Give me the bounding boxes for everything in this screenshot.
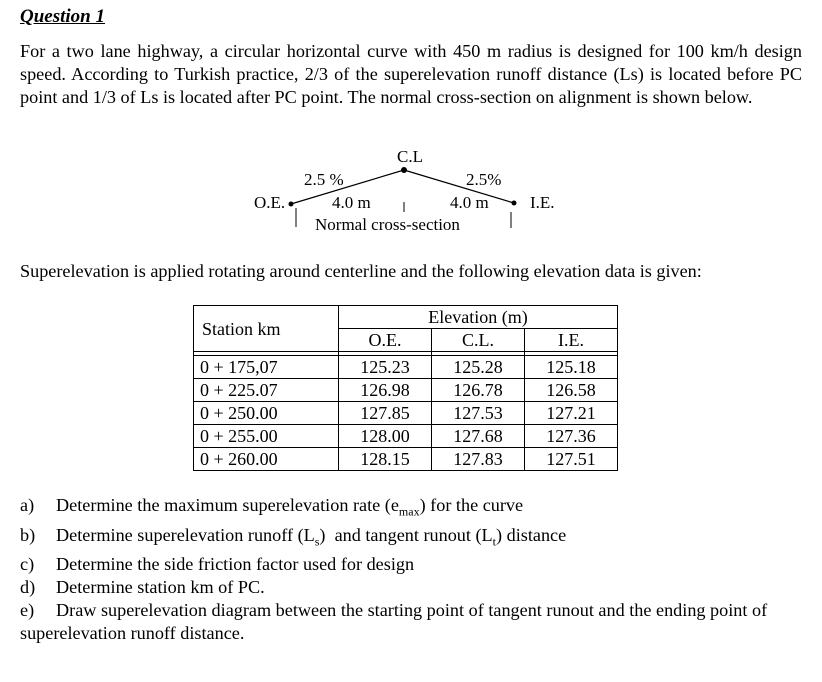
ie-cell: 125.18 bbox=[525, 356, 618, 379]
question-text: Determine superelevation runoff (L bbox=[56, 524, 315, 545]
subscript: t bbox=[492, 534, 496, 549]
table-row bbox=[194, 402, 618, 425]
oe-cell: 127.85 bbox=[339, 402, 432, 425]
cross-section-figure bbox=[240, 142, 580, 242]
ie-cell: 127.36 bbox=[525, 425, 618, 448]
table-row bbox=[194, 448, 618, 471]
question-list bbox=[20, 494, 810, 645]
table-header-row bbox=[194, 306, 618, 329]
table-row bbox=[194, 379, 618, 402]
question-text: Determine the maximum superelevation rate (e bbox=[56, 495, 399, 515]
oe-cell: 125.23 bbox=[339, 356, 432, 379]
inner-edge-point bbox=[512, 201, 517, 206]
cl-cell: 127.68 bbox=[432, 425, 525, 448]
subscript: s bbox=[314, 534, 320, 549]
question-b bbox=[20, 524, 810, 554]
cl-cell: 126.78 bbox=[432, 379, 525, 402]
oe-cell: 128.15 bbox=[339, 448, 432, 471]
right-slope-label: 2.5% bbox=[466, 170, 502, 189]
right-width-label: 4.0 m bbox=[450, 193, 489, 212]
centerline-point bbox=[401, 167, 407, 173]
station-header: Station km bbox=[194, 306, 339, 352]
left-slope-label: 2.5 % bbox=[304, 170, 344, 189]
station-cell: 0 + 250.00 bbox=[194, 402, 339, 425]
ie-cell: 127.21 bbox=[525, 402, 618, 425]
inner-edge-label: I.E. bbox=[530, 193, 555, 212]
question-text: Determine the side friction factor used for design bbox=[56, 554, 415, 575]
question-text: ) for the curve bbox=[419, 495, 524, 515]
left-width-label: 4.0 m bbox=[332, 193, 371, 212]
question-label: a) bbox=[20, 495, 35, 515]
centerline-label: C.L bbox=[397, 147, 423, 166]
oe-cell: 128.00 bbox=[339, 425, 432, 448]
question-text: Determine station km of PC. bbox=[56, 577, 265, 598]
question-d bbox=[20, 576, 810, 599]
station-cell: 0 + 255.00 bbox=[194, 425, 339, 448]
question-label: d) bbox=[20, 577, 36, 598]
question-c bbox=[20, 553, 810, 576]
oe-cell: 126.98 bbox=[339, 379, 432, 402]
question-intro: For a two lane highway, a circular horizontal curve with 450 m radius is designed for 100 km/h design speed. According to Turkish practice, 2/3 of the superelevation runoff distance (Ls) is located before PC point and 1/3 of Ls is located after PC point. The normal cross-section on alignment is shown below. bbox=[20, 41, 802, 107]
question-a bbox=[20, 494, 810, 524]
station-cell: 0 + 260.00 bbox=[194, 448, 339, 471]
subscript: max bbox=[398, 504, 420, 519]
subheader-ie: I.E. bbox=[525, 329, 618, 352]
outer-edge-point bbox=[289, 202, 294, 207]
elevation-table bbox=[193, 305, 618, 471]
table-row bbox=[194, 356, 618, 379]
question-e bbox=[20, 599, 810, 645]
outer-edge-label: O.E. bbox=[254, 193, 286, 212]
station-cell: 0 + 175,07 bbox=[194, 356, 339, 379]
subheader-oe: O.E. bbox=[339, 329, 432, 352]
elevation-header: Elevation (m) bbox=[339, 306, 618, 329]
table-row bbox=[194, 425, 618, 448]
question-label: c) bbox=[20, 554, 35, 575]
cl-cell: 127.83 bbox=[432, 448, 525, 471]
question-label: b) bbox=[20, 524, 36, 545]
question-text: ) distance bbox=[496, 524, 567, 545]
subheader-cl: C.L. bbox=[432, 329, 525, 352]
question-title: Question 1 bbox=[20, 6, 105, 27]
ie-cell: 126.58 bbox=[525, 379, 618, 402]
cl-cell: 127.53 bbox=[432, 402, 525, 425]
question-label: e) bbox=[20, 600, 35, 621]
given-data-sentence: Superelevation is applied rotating around centerline and the following elevation data is given: bbox=[20, 261, 702, 281]
question-text: ) and tangent runout (L bbox=[319, 524, 493, 545]
station-cell: 0 + 225.07 bbox=[194, 379, 339, 402]
question-text: Draw superelevation diagram between the starting point of tangent runout and the ending point of superelevation runoff distance. bbox=[20, 600, 768, 644]
ie-cell: 127.51 bbox=[525, 448, 618, 471]
cross-section-caption: Normal cross-section bbox=[315, 215, 460, 234]
cl-cell: 125.28 bbox=[432, 356, 525, 379]
